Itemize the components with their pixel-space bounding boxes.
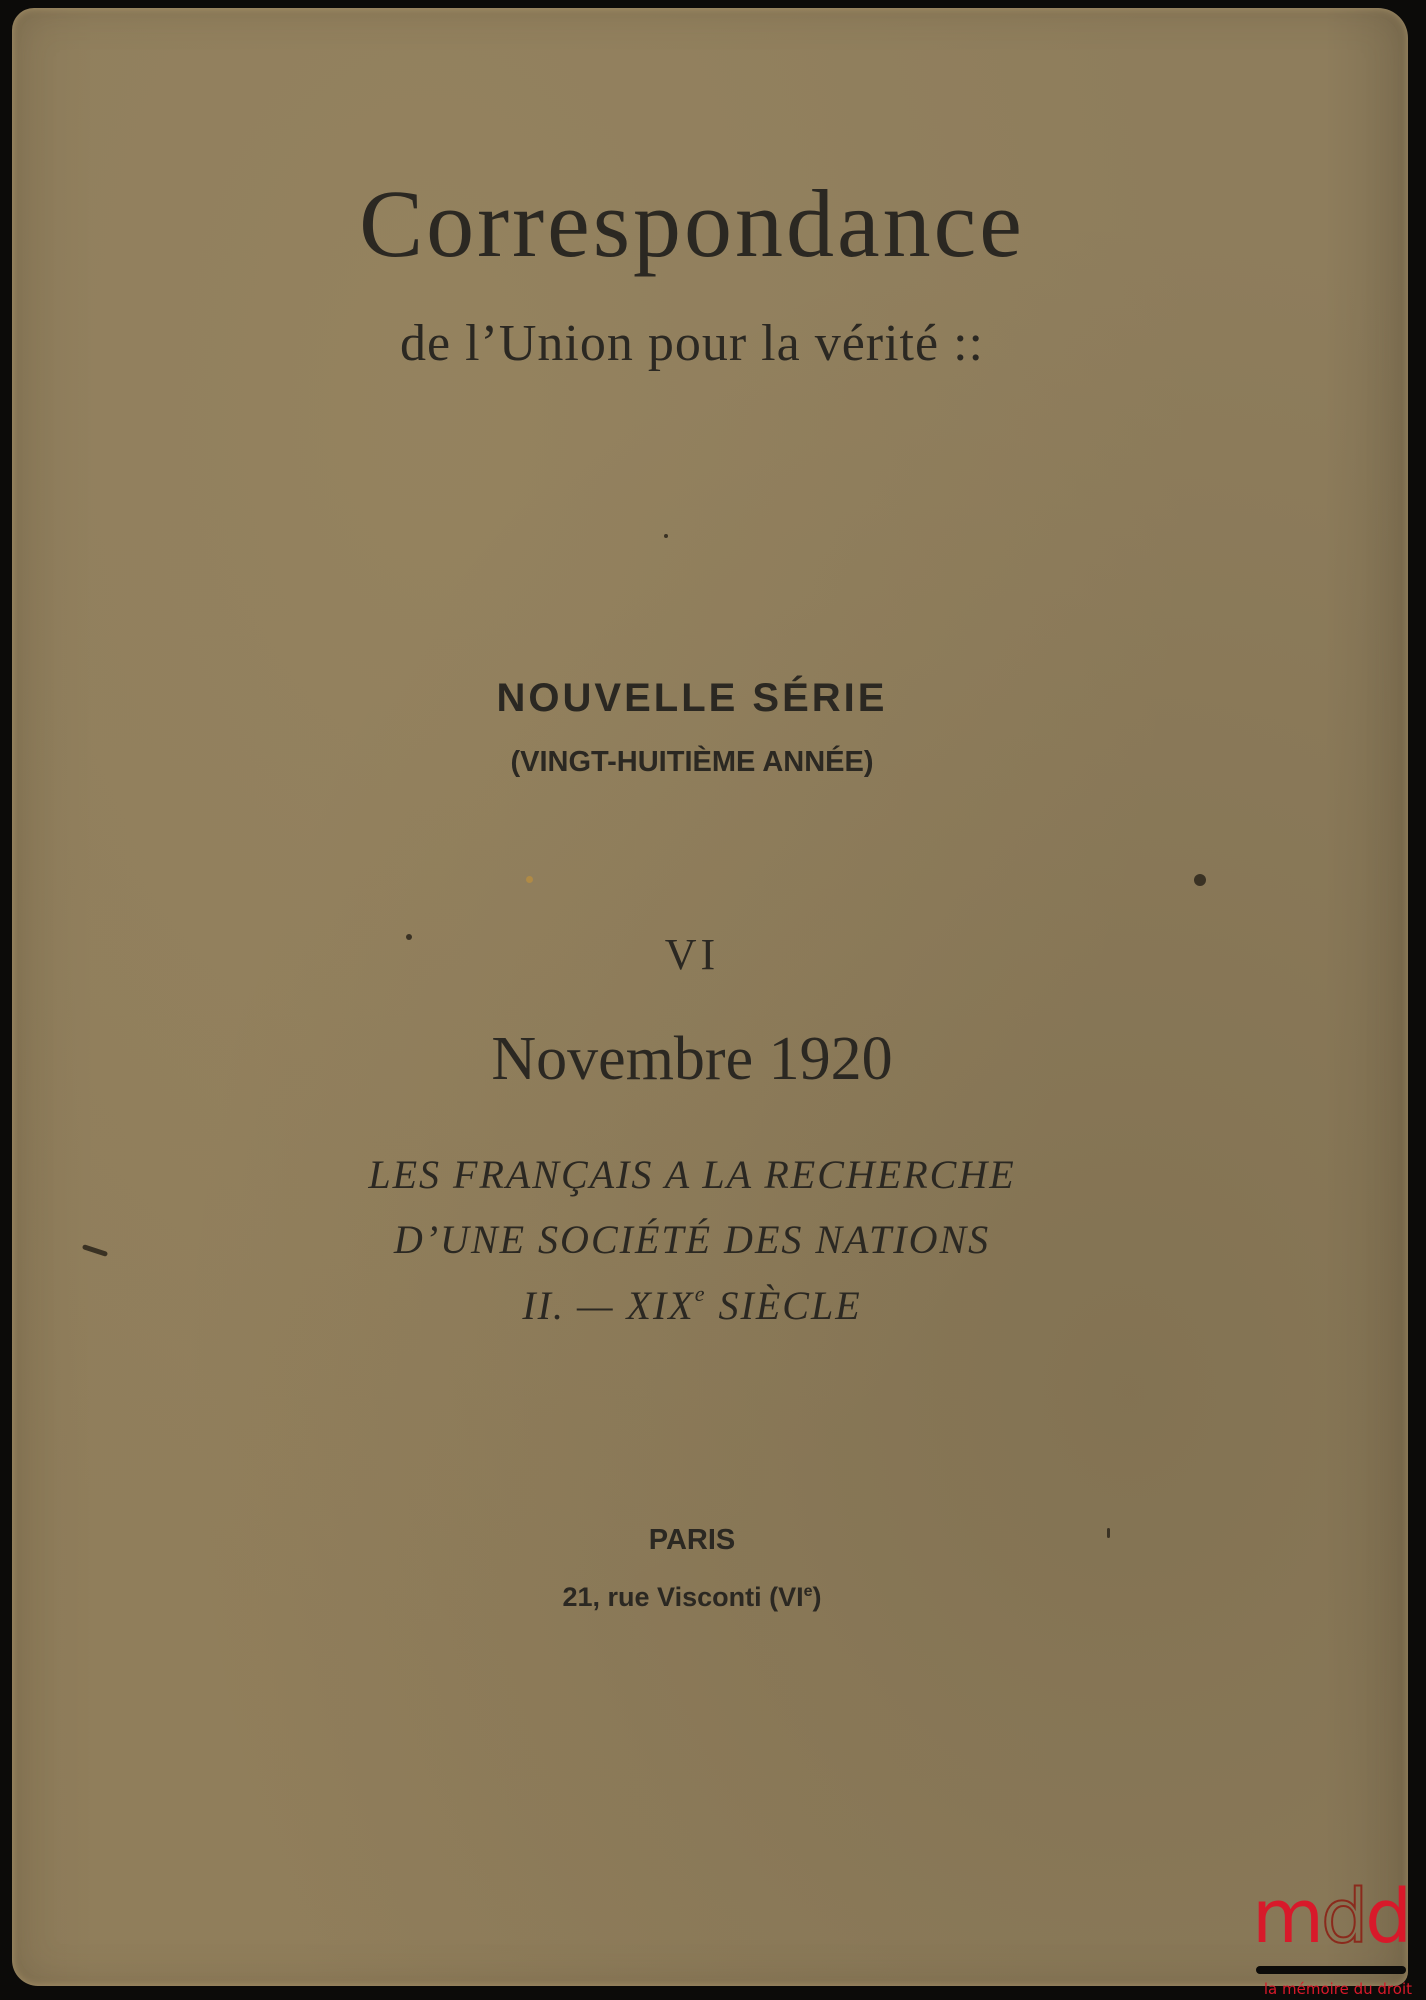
paper-speck [526,876,533,883]
paper-speck [1194,874,1206,886]
publisher-address-main: 21, rue Visconti (VI [562,1582,804,1612]
logo-letter-d: d [1365,1874,1410,1960]
topic-line-3-sup: e [694,1281,707,1306]
masthead-subtitle: de l’Union pour la vérité :: [400,315,984,372]
paper-speck [664,534,668,538]
issue-date: Novembre 1920 [491,1025,893,1093]
logo-mark [1252,1874,1412,1960]
cover-page [12,8,1408,1986]
series-label: NOUVELLE SÉRIE [496,676,888,720]
logo-letter-d-outline: d [1321,1874,1366,1960]
publisher-address-end: ) [812,1582,822,1612]
paper-speck [406,934,412,940]
logo-letter-m: m [1252,1874,1322,1960]
topic-line-3 [12,1283,1372,1326]
issue-number: VI [664,930,720,979]
publisher-city: PARIS [648,1524,736,1556]
topic-line-2: D’UNE SOCIÉTÉ DES NATIONS [393,1217,991,1262]
logo-tagline: la mémoire du droit [1263,1980,1412,1998]
series-year: (VINGT-HUITIÈME ANNÉE) [510,746,874,778]
publisher-address [12,1584,1372,1611]
topic-line-1: LES FRANÇAIS A LA RECHERCHE [368,1152,1016,1197]
logo-underline [1256,1966,1406,1974]
watermark-logo [1252,1874,1412,1998]
topic-line-3-prefix: II. — XIX [522,1283,695,1328]
paper-speck [1107,1528,1110,1538]
topic-line-3-suffix: SIÈCLE [706,1283,862,1328]
publisher-address-sup: e [803,1583,813,1600]
masthead-title: Correspondance [359,170,1025,277]
